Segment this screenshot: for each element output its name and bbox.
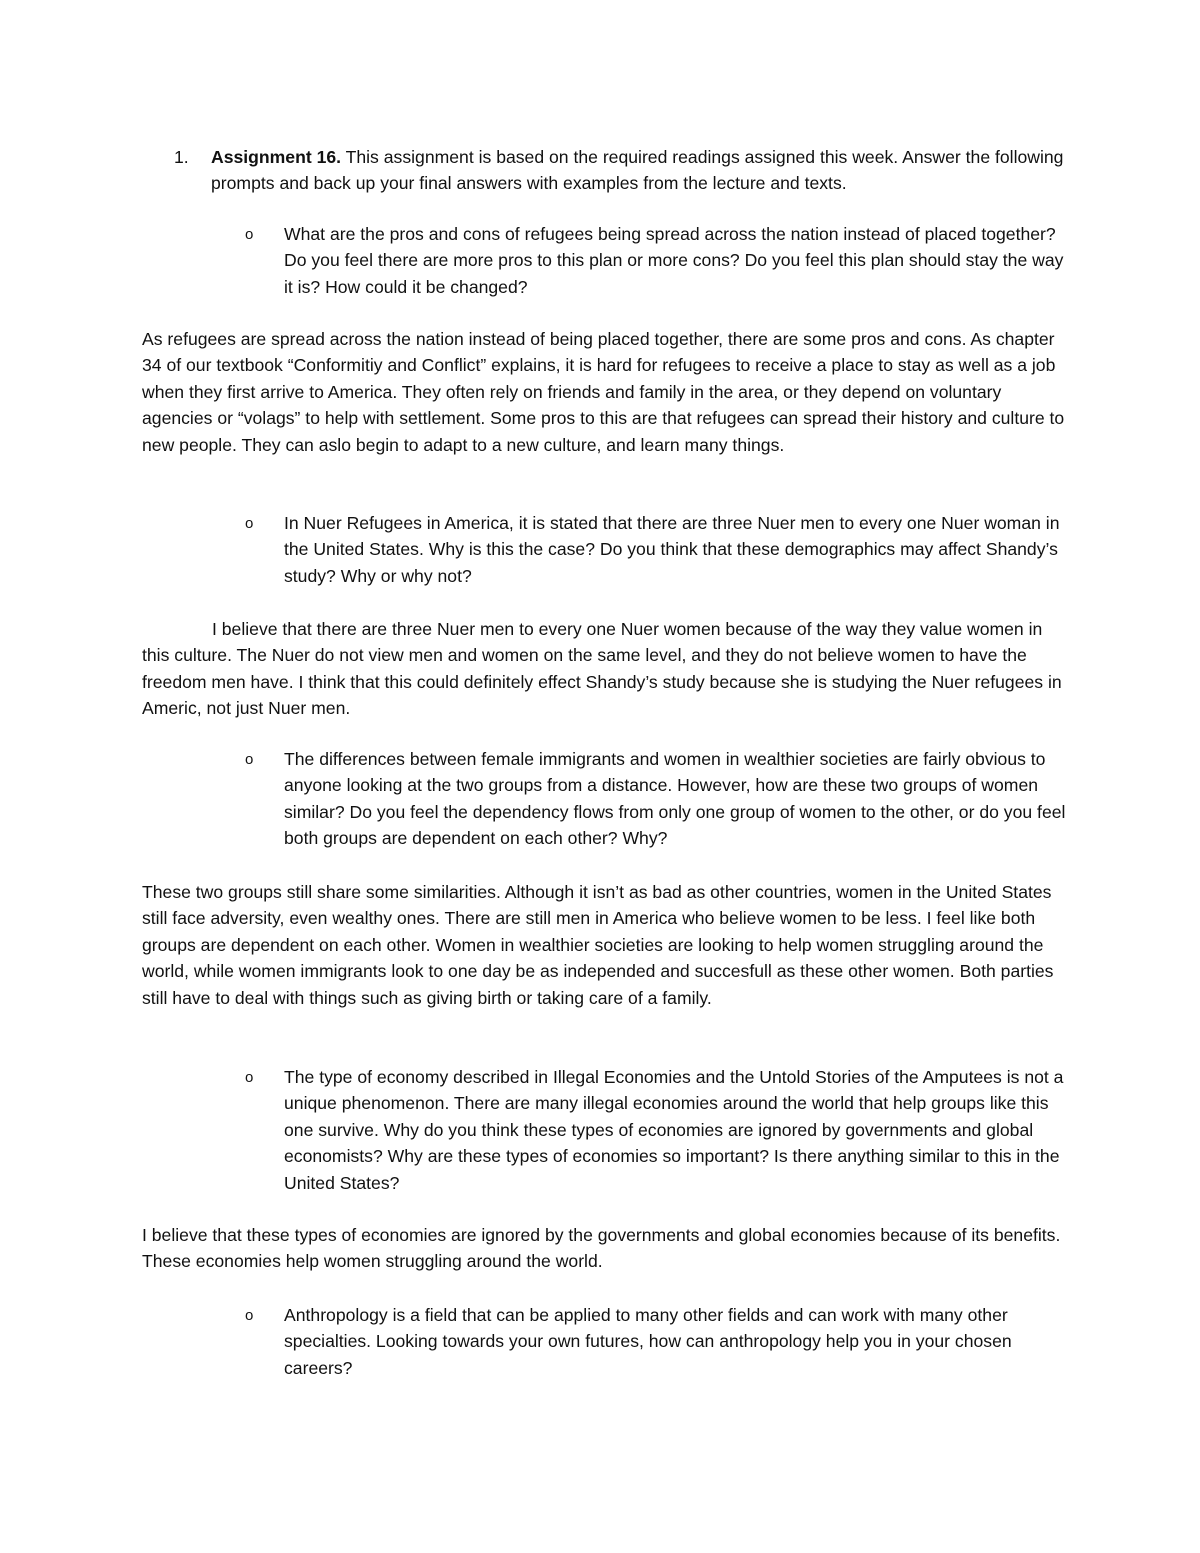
bullet-icon: o: [245, 751, 254, 768]
assignment-intro: [211, 144, 1071, 197]
bullet-icon: o: [245, 1069, 254, 1086]
answer-3: These two groups still share some similarities. Although it isn’t as bad as other countries, women in the United States still face adversity, even wealthy ones. There are still men in America who believe women to be less. I feel like both groups are dependent on each other. Women in wealthier societies are looking to help women struggling around the world, while women immigrants look to one day be as independed and succesfull as these other women. Both parties still have to deal with things such as giving birth or taking care of a family.: [142, 882, 1054, 1008]
prompt-2: In Nuer Refugees in America, it is stated that there are three Nuer men to every one Nuer woman in the United States. Why is this the case? Do you think that these demographics may affect Shandy’s study? Why or why not?: [284, 513, 1060, 586]
prompt-3: The differences between female immigrants and women in wealthier societies are fairly obvious to anyone looking at the two groups from a distance. However, how are these two groups of women similar? Do you feel the dependency flows from only one group of women to the other, or do you feel both groups are dependent on each other? Why?: [284, 749, 1066, 849]
assignment-instructions: This assignment is based on the required readings assigned this week. Answer the following prompts and back up your final answers with examples from the lecture and texts.: [211, 147, 1064, 194]
prompt-1: What are the pros and cons of refugees being spread across the nation instead of placed together? Do you feel there are more pros to this plan or more cons? Do you feel this plan should stay the way it is? How could it be changed?: [284, 224, 1064, 297]
prompt-5: Anthropology is a field that can be applied to many other fields and can work with many other specialties. Looking towards your own futures, how can anthropology help you in your chosen careers?: [284, 1305, 1012, 1378]
bullet-icon: o: [245, 1307, 254, 1324]
bullet-icon: o: [245, 515, 254, 532]
answer-1: As refugees are spread across the nation instead of being placed together, there are some pros and cons. As chapter 34 of our textbook “Conformitiy and Conflict” explains, it is hard for refugees to receive a place to stay as well as a job when they first arrive to America. They often rely on friends and family in the area, or they depend on voluntary agencies or “volags” to help with settlement. Some pros to this are that refugees can spread their history and culture to new people. They can aslo begin to adapt to a new culture, and learn many things.: [142, 329, 1065, 455]
assignment-title: Assignment 16.: [211, 147, 342, 167]
bullet-icon: o: [245, 226, 254, 243]
answer-4: I believe that these types of economies are ignored by the governments and global economies because of its benefits. These economies help women struggling around the world.: [142, 1225, 1061, 1272]
prompt-4: The type of economy described in Illegal Economies and the Untold Stories of the Amputees is not a unique phenomenon. There are many illegal economies around the world that help groups like this one survive. Why do you think these types of economies are ignored by governments and global economists? Why are these types of economies so important? Is there anything similar to this in the United States?: [284, 1067, 1064, 1193]
answer-2: I believe that there are three Nuer men to every one Nuer women because of the way they value women in this culture. The Nuer do not view men and women on the same level, and they do not believe women to have the freedom men have. I think that this could definitely effect Shandy’s study because she is studying the Nuer refugees in Americ, not just Nuer men.: [142, 619, 1062, 719]
list-number: 1.: [174, 147, 189, 167]
